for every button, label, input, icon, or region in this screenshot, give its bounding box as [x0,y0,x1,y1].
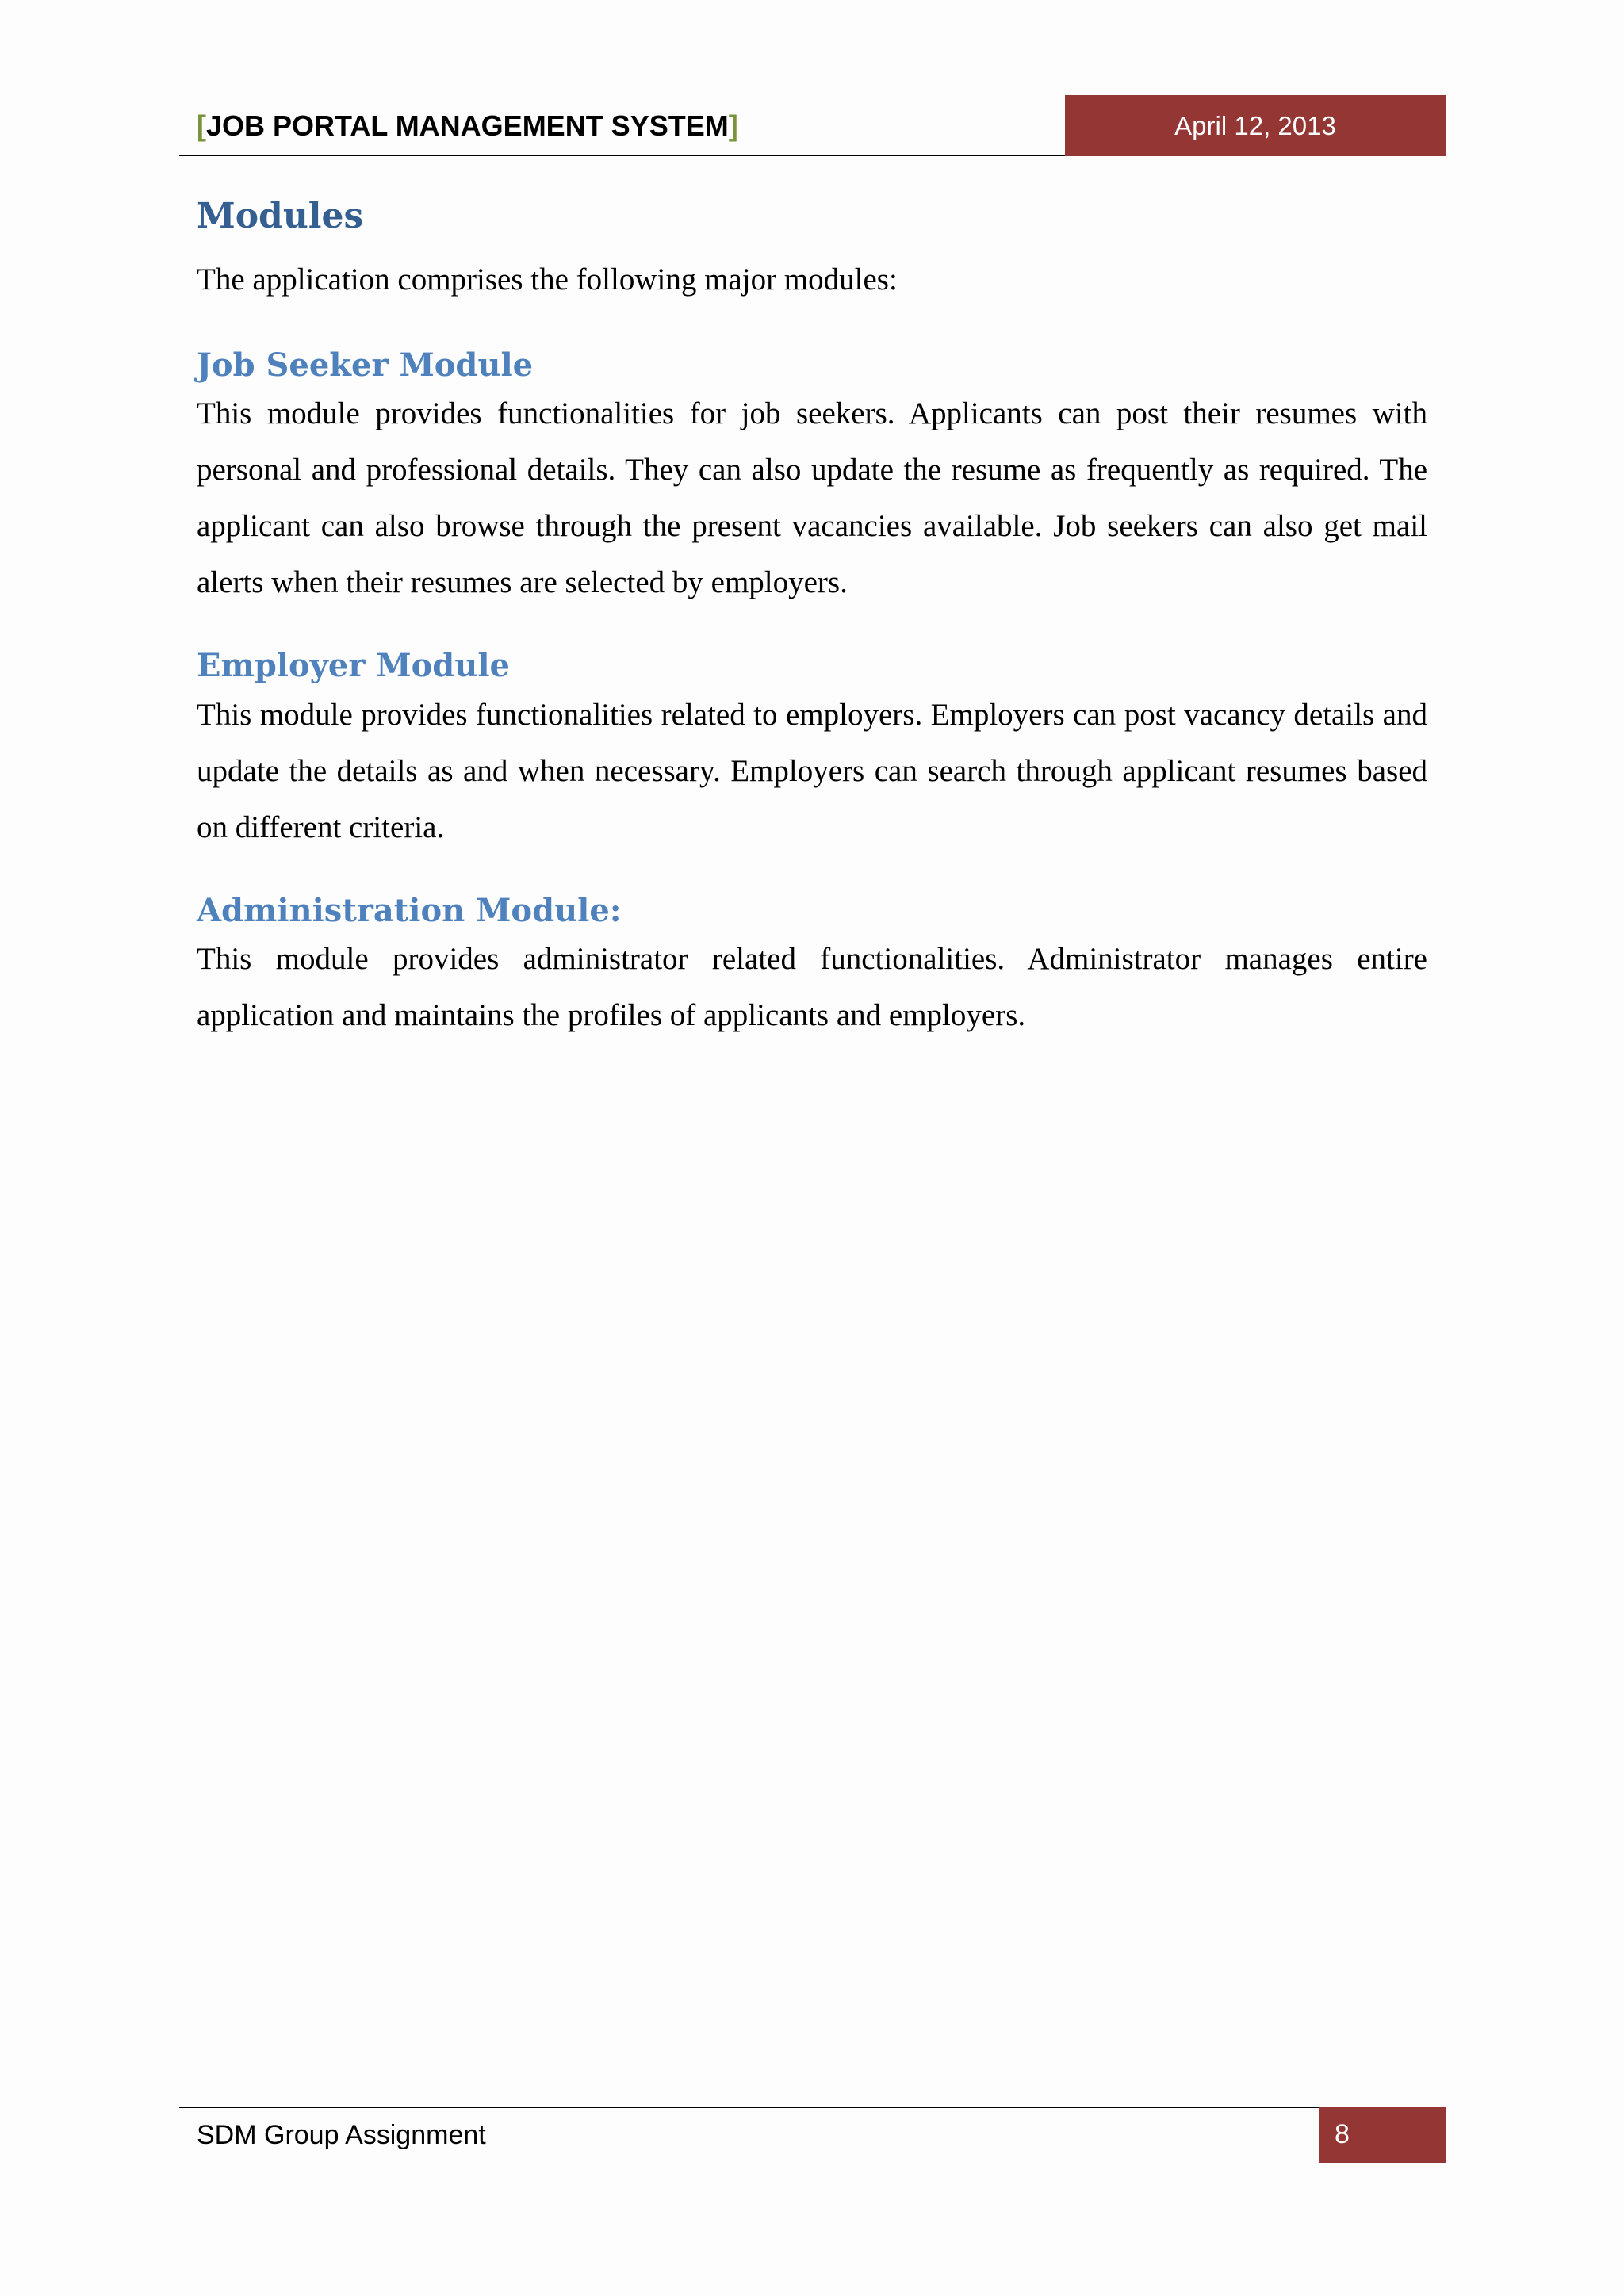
header-title-text: JOB PORTAL MANAGEMENT SYSTEM [206,109,729,142]
subheading-job-seeker-module: Job Seeker Module [197,346,534,384]
header-rule [179,155,1065,156]
header-date: April 12, 2013 [1174,111,1336,140]
paragraph-employer-module: This module provides functionalities related to employers. Employers can post vacancy details and update the details as and when necessary. Employers can search through applicant resumes based on different criteria. [197,698,1427,844]
page-number: 8 [1335,2119,1350,2149]
header-bracket-close: ] [728,109,738,142]
header-bracket-open: [ [197,109,206,142]
paragraph-administration-module: This module provides administrator related functionalities. Administrator manages entire application and maintains the profiles of applicants and employers. [197,942,1427,1032]
running-header-title [197,109,738,143]
footer-rule [179,2107,1319,2108]
subheading-administration-module: Administration Module: [197,892,622,929]
subheading-employer-module: Employer Module [197,647,510,684]
section-heading-modules: Modules [197,196,364,236]
paragraph-job-seeker-module: This module provides functionalities for job seekers. Applicants can post their resumes with personal and professional details. They can also update the resume as frequently as required. The applicant can also browse through the present vacancies available. Job seekers can also get mail alerts when their resumes are selected by employers. [197,396,1427,599]
header-date-box [1065,95,1446,156]
intro-paragraph: The application comprises the following major modules: [197,262,898,297]
footer-text: SDM Group Assignment [197,2120,486,2150]
page-number-box [1319,2107,1446,2163]
